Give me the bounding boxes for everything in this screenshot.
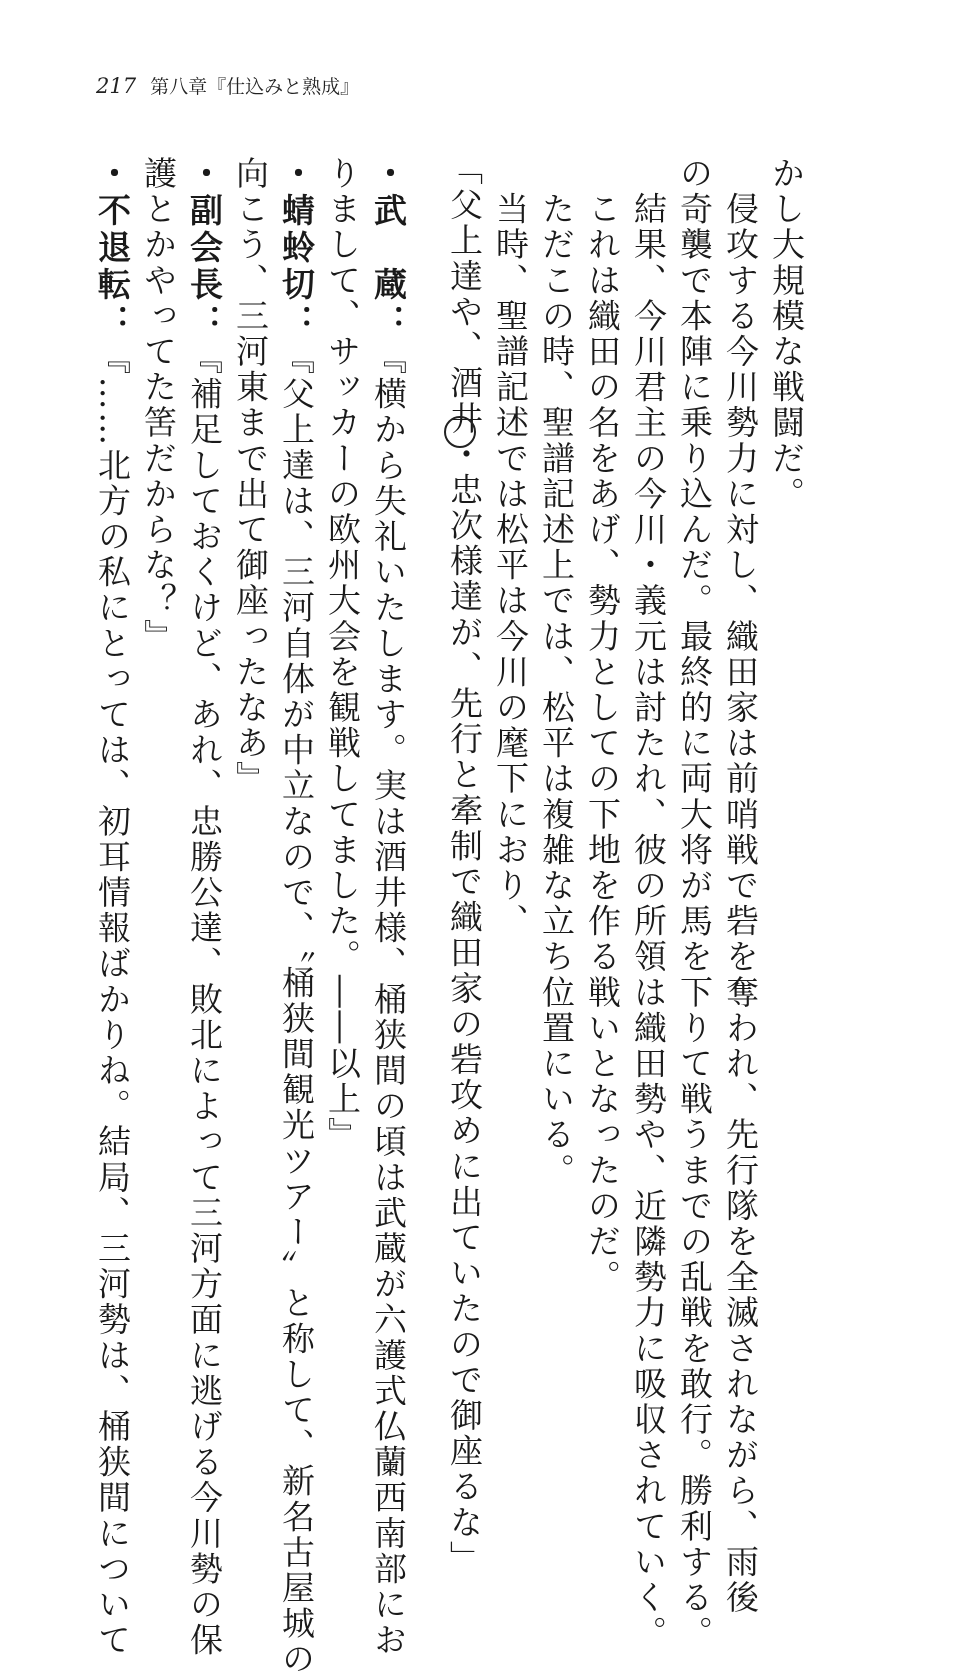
dialogue-line: 向こう、三河東まで出て御座ったなあ』 [231,156,270,797]
narrative-line: これは織田の名をあげ、勢力としての下地を作る戦いとなったのだ。 [583,156,622,1296]
dialogue-line: 護とかやってた筈だからな？』 [139,156,178,655]
page-number: 217 [96,74,137,98]
speaker-name: ・副会長： [185,156,224,341]
dialogue-line: 『横から失礼いたします。実は酒井様、桶狭間の頃は武蔵が六護式仏蘭西南部にお [369,341,408,1659]
dialogue-entry [369,156,408,1659]
speaker-name: ・不退転： [93,156,132,341]
speaker-name: ・蜻蛉切： [277,156,316,341]
narrative-line: かし大規模な戦闘だ。 [767,156,806,512]
dialogue-entry [185,156,224,1659]
narrative-line: ただこの時、聖譜記述上では、松平は複雑な立ち位置にいる。 [537,156,576,1189]
narrative-line: 当時、聖譜記述では松平は今川の麾下におり、 [491,156,530,940]
dialogue-line: 『補足しておくけど、あれ、忠勝公達、敗北によって三河方面に逃げる今川勢の保 [185,341,224,1659]
section-break-circle [444,416,476,448]
chapter-title: 第八章『仕込みと熟成』 [150,76,360,98]
dialogue-line: りまして、サッカーの欧州大会を観戦してました。――以上』 [323,156,362,1153]
running-header [96,72,359,99]
dialogue-line: 『……北方の私にとっては、初耳情報ばかりね。結局、三河勢は、桶狭間について [93,341,132,1659]
speaker-name: ・武 蔵： [369,156,408,341]
dialogue-entry [277,156,316,1677]
narrative-line: 「父上達や、酒井・忠次様達が、先行と牽制で織田家の砦攻めに出ていたので御座るな」 [445,152,484,1576]
narrative-line: の奇襲で本陣に乗り込んだ。最終的に両大将が馬を下りて戦うまでの乱戦を敢行。勝利する。 [675,156,714,1652]
narrative-line: 結果、今川君主の今川・義元は討たれ、彼の所領は織田勢や、近隣勢力に吸収されていく。 [629,156,668,1652]
dialogue-entry [93,156,132,1659]
dialogue-line: 『父上達は、三河自体が中立なので、〝桶狭間観光ツアー〟と称して、新名古屋城の [277,341,316,1677]
narrative-line: 侵攻する今川勢力に対し、織田家は前哨戦で砦を奪われ、先行隊を全滅されながら、雨後 [721,156,760,1616]
